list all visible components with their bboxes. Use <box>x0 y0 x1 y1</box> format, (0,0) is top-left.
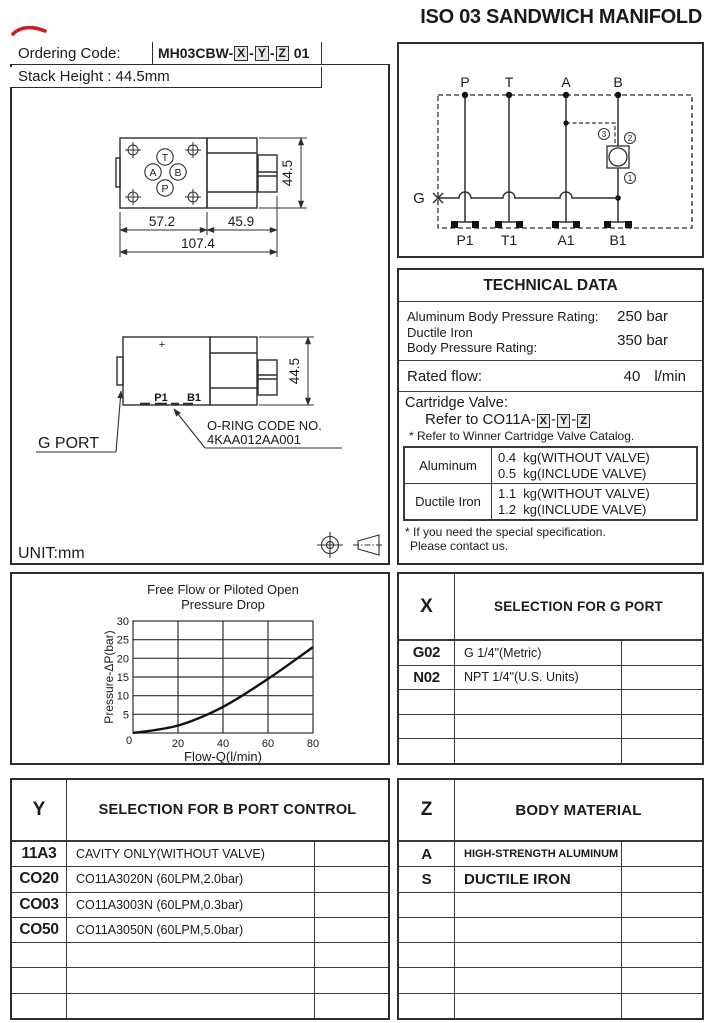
row-code: S <box>399 867 455 891</box>
xtick-80: 80 <box>306 738 320 750</box>
rated-flow-value <box>624 368 694 385</box>
table-row-empty <box>399 715 702 740</box>
ytick-25: 25 <box>116 634 129 647</box>
circuit-port-b1: B1 <box>609 232 627 248</box>
special-spec-note <box>399 521 702 553</box>
table-row-empty <box>12 943 388 968</box>
cartridge-z-box: Z <box>577 414 590 428</box>
selection-z-header <box>399 780 702 842</box>
circuit-bottom-ports <box>451 221 632 228</box>
row-desc: CO11A3003N (60LPM,0.3bar) <box>67 893 315 917</box>
cartridge-refer-prefix: Refer to CO11A- <box>425 411 536 428</box>
technical-data-panel <box>397 268 704 565</box>
dim-44-5-top: 44.5 <box>280 159 295 187</box>
circuit-flow-lines <box>465 95 618 222</box>
row-code: CO50 <box>12 918 67 942</box>
circuit-junction-dots <box>462 92 621 201</box>
selection-z-key: Z <box>399 780 455 840</box>
oring-code-line2: 4KAA012AA001 <box>207 432 301 447</box>
table-row-empty <box>399 690 702 715</box>
row-desc: NPT 1/4"(U.S. Units) <box>455 666 622 690</box>
weight-values <box>492 448 696 483</box>
ductile-rating-value: 350 bar <box>617 331 668 349</box>
code-sep: - <box>249 45 254 61</box>
callout-2: 2 <box>627 134 633 143</box>
table-row <box>399 641 702 666</box>
cartridge-valve-line: Cartridge Valve: <box>405 395 508 411</box>
cartridge-x-box: X <box>537 414 550 428</box>
code-z-box: Z <box>276 46 289 61</box>
selection-y-table <box>10 778 390 1020</box>
circuit-port-b: B <box>613 74 623 90</box>
table-row-empty <box>399 739 702 763</box>
circuit-boundary <box>438 95 692 228</box>
dim-107-4: 107.4 <box>181 236 215 251</box>
oring-code-line1: O-RING CODE NO. <box>207 418 322 433</box>
hydraulic-circuit-diagram <box>397 42 704 258</box>
row-tail <box>622 842 702 866</box>
weight-material: Aluminum <box>405 448 492 483</box>
special-spec-note-line1: * If you need the special specification. <box>405 525 606 539</box>
row-desc: HIGH-STRENGTH ALUMINUM <box>455 842 622 866</box>
callout-1: 1 <box>627 174 633 183</box>
rated-flow-number: 40 <box>623 367 641 385</box>
engineering-drawings <box>10 42 390 565</box>
circuit-port-a1: A1 <box>557 232 575 248</box>
selection-z-title: BODY MATERIAL <box>515 801 642 819</box>
aluminum-rating-value: 250 bar <box>617 308 668 325</box>
table-row-empty <box>12 968 388 993</box>
row-code: A <box>399 842 455 866</box>
selection-y-key: Y <box>12 780 67 840</box>
chart-x-ticks <box>126 735 319 750</box>
callout-3: 3 <box>601 130 607 139</box>
dim-45-9: 45.9 <box>227 214 255 229</box>
code-x-box: X <box>234 46 248 61</box>
row-desc: CAVITY ONLY(WITHOUT VALVE) <box>67 842 315 866</box>
pilot-branch-dashed <box>566 123 615 146</box>
row-desc: DUCTILE IRON <box>455 867 622 891</box>
chart-title-line1: Free Flow or Piloted Open <box>147 582 299 597</box>
table-row <box>399 867 702 892</box>
table-row <box>399 666 702 691</box>
dim-57-2: 57.2 <box>148 214 176 229</box>
rated-flow-label: Rated flow: <box>407 367 483 385</box>
selection-z-table <box>397 778 704 1020</box>
code-y-box: Y <box>255 46 269 61</box>
table-row <box>12 893 388 918</box>
weight-line1: 0.4 kg(WITHOUT VALVE) <box>498 450 650 465</box>
weight-table <box>403 446 698 521</box>
table-row-empty <box>399 994 702 1018</box>
circuit-port-a: A <box>561 74 571 90</box>
table-row-empty <box>12 994 388 1018</box>
xtick-40: 40 <box>216 738 230 750</box>
top-view-port-labels <box>145 149 186 196</box>
unit-note: UNIT:mm <box>18 545 85 562</box>
chart-title-line2: Pressure Drop <box>181 597 265 612</box>
selection-y-rows <box>12 842 388 1018</box>
selection-x-key: X <box>399 574 455 639</box>
side-port-p1: P1 <box>154 392 168 404</box>
row-tail <box>315 867 388 891</box>
weight-line1: 1.1 kg(WITHOUT VALVE) <box>498 486 650 501</box>
side-port-b1: B1 <box>186 392 202 404</box>
table-row <box>399 842 702 867</box>
chart-y-ticks <box>117 616 129 721</box>
chart-x-axis-label: Flow-Q(l/min) <box>184 749 262 764</box>
projection-symbol-icon <box>317 532 384 558</box>
selection-x-title: SELECTION FOR G PORT <box>493 599 663 614</box>
selection-y-header <box>12 780 388 842</box>
weight-line2: 1.2 kg(INCLUDE VALVE) <box>498 501 647 517</box>
xtick-0: 0 <box>125 735 133 747</box>
table-row-empty <box>399 968 702 993</box>
weight-values <box>492 484 696 519</box>
selection-x-header <box>399 574 702 641</box>
row-code: 11A3 <box>12 842 67 866</box>
rated-flow-unit: l/min <box>654 367 686 385</box>
ytick-30: 30 <box>116 616 129 628</box>
row-code: CO20 <box>12 867 67 891</box>
circuit-port-t1: T1 <box>500 232 518 248</box>
row-tail <box>315 842 388 866</box>
circuit-callouts <box>599 129 636 184</box>
weight-line2: 0.5 kg(INCLUDE VALVE) <box>498 465 647 481</box>
table-row <box>12 867 388 892</box>
dim-44-5-side: 44.5 <box>287 357 302 385</box>
xtick-20: 20 <box>171 738 185 750</box>
row-tail <box>622 867 702 891</box>
check-valve-symbol <box>607 146 629 168</box>
table-row <box>12 842 388 867</box>
circuit-g-label: G <box>413 190 425 207</box>
weight-row-ductile <box>405 483 696 519</box>
port-b-label: B <box>174 166 182 179</box>
selection-y-title: SELECTION FOR B PORT CONTROL <box>98 802 357 818</box>
circuit-port-t: T <box>504 74 514 90</box>
port-t-label: T <box>161 151 169 164</box>
cartridge-note: * Refer to Winner Cartridge Valve Catalog. <box>409 429 635 443</box>
aluminum-rating-label: Aluminum Body Pressure Rating: <box>407 309 599 324</box>
row-desc: CO11A3020N (60LPM,2.0bar) <box>67 867 315 891</box>
table-row <box>12 918 388 943</box>
code-prefix: MH03CBW- <box>158 45 234 61</box>
chart-grid <box>133 621 313 733</box>
row-desc: CO11A3050N (60LPM,5.0bar) <box>67 918 315 942</box>
ytick-10: 10 <box>116 690 129 703</box>
page-title: ISO 03 SANDWICH MANIFOLD <box>420 6 702 28</box>
code-suffix: 01 <box>293 45 310 61</box>
ductile-rating-label-line1: Ductile Iron <box>407 325 473 340</box>
pressure-drop-chart <box>10 572 390 765</box>
plus-mark: + <box>158 339 166 351</box>
selection-z-rows <box>399 842 702 1018</box>
row-tail <box>622 641 702 665</box>
xtick-60: 60 <box>261 738 275 750</box>
special-spec-note-line2: Please contact us. <box>410 539 509 553</box>
chart-y-axis-label: Pressure-ΔP(bar) <box>102 630 116 724</box>
technical-data-header: TECHNICAL DATA <box>483 277 618 294</box>
ytick-5: 5 <box>122 709 129 722</box>
row-code: CO03 <box>12 893 67 917</box>
ytick-15: 15 <box>116 672 129 684</box>
brand-logo-mark <box>11 24 51 38</box>
stack-height-label: Stack Height : 44.5mm <box>18 68 170 86</box>
row-code: G02 <box>399 641 455 665</box>
ductile-rating-label-line2: Body Pressure Rating: <box>407 340 538 355</box>
row-desc: G 1/4"(Metric) <box>455 641 622 665</box>
weight-material: Ductile Iron <box>405 484 492 519</box>
circuit-port-p1: P1 <box>456 232 474 248</box>
cartridge-valve-block <box>399 392 702 443</box>
ductile-rating-label <box>407 325 537 355</box>
row-tail <box>622 666 702 690</box>
table-row-empty <box>399 893 702 918</box>
selection-x-table <box>397 572 704 765</box>
row-code: N02 <box>399 666 455 690</box>
port-a-label: A <box>149 166 157 179</box>
weight-row-aluminum <box>405 448 696 483</box>
code-sep: - <box>269 45 275 61</box>
selection-x-rows <box>399 641 702 763</box>
circuit-port-p: P <box>460 74 470 90</box>
table-row-empty <box>399 943 702 968</box>
g-port-label: G PORT <box>38 435 100 452</box>
row-tail <box>315 893 388 917</box>
row-tail <box>315 918 388 942</box>
port-p-label: P <box>161 182 169 195</box>
cartridge-refer-line: Refer to CO11A- X - Y - Z <box>405 411 694 428</box>
table-row-empty <box>399 918 702 943</box>
ytick-20: 20 <box>116 653 129 666</box>
cartridge-y-box: Y <box>557 414 570 428</box>
ordering-code-label: Ordering Code: <box>10 42 153 64</box>
